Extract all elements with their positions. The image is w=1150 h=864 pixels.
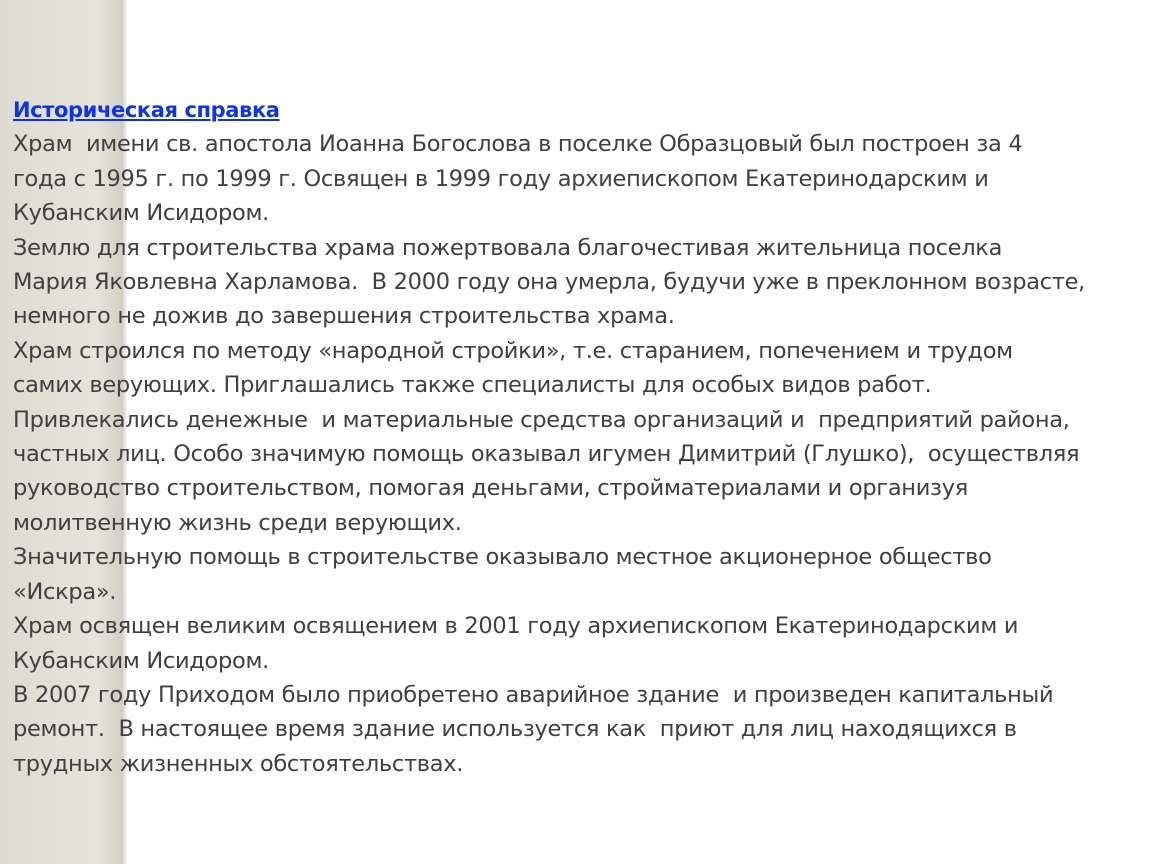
text-line-7: Храм строился по методу «народной стройки», т.е. старанием, попечением и трудом [13, 337, 1013, 364]
historical-note-link[interactable]: Историческая справка [13, 98, 280, 122]
text-line-3: Кубанским Исидором. [13, 200, 269, 227]
text-line-2: года с 1995 г. по 1999 г. Освящен в 1999 году архиепископом Екатеринодарским и [13, 165, 989, 192]
text-line-14: «Искра». [13, 578, 117, 605]
text-line-5: Мария Яковлевна Харламова. В 2000 году она умерла, будучи уже в преклонном возрасте, [13, 269, 1086, 296]
text-line-15: Храм освящен великим освящением в 2001 году архиепископом Екатеринодарским и [13, 613, 1019, 640]
text-line-18: ремонт. В настоящее время здание используется как приют для лиц находящихся в [13, 716, 1017, 743]
slide-text-body [13, 93, 1143, 781]
text-line-13: Значительную помощь в строительстве оказывало местное акционерное общество [13, 544, 992, 571]
text-line-9: Привлекались денежные и материальные средства организаций и предприятий района, [13, 406, 1070, 433]
text-line-8: самих верующих. Приглашались также специалисты для особых видов работ. [13, 372, 932, 399]
text-line-17: В 2007 году Приходом было приобретено аварийное здание и произведен капитальный [13, 681, 1054, 708]
text-line-4: Землю для строительства храма пожертвовала благочестивая жительница поселка [13, 234, 1003, 261]
text-line-11: руководство строительством, помогая деньгами, стройматериалами и организуя [13, 475, 968, 502]
text-line-19: трудных жизненных обстоятельствах. [13, 750, 464, 777]
text-line-16: Кубанским Исидором. [13, 647, 269, 674]
text-line-10: частных лиц. Особо значимую помощь оказывал игумен Димитрий (Глушко), осуществляя [13, 441, 1080, 468]
text-line-6: немного не дожив до завершения строительства храма. [13, 303, 675, 330]
text-line-12: молитвенную жизнь среди верующих. [13, 509, 462, 536]
text-line-1: Храм имени св. апостола Иоанна Богослова в поселке Образцовый был построен за 4 [13, 131, 1023, 158]
